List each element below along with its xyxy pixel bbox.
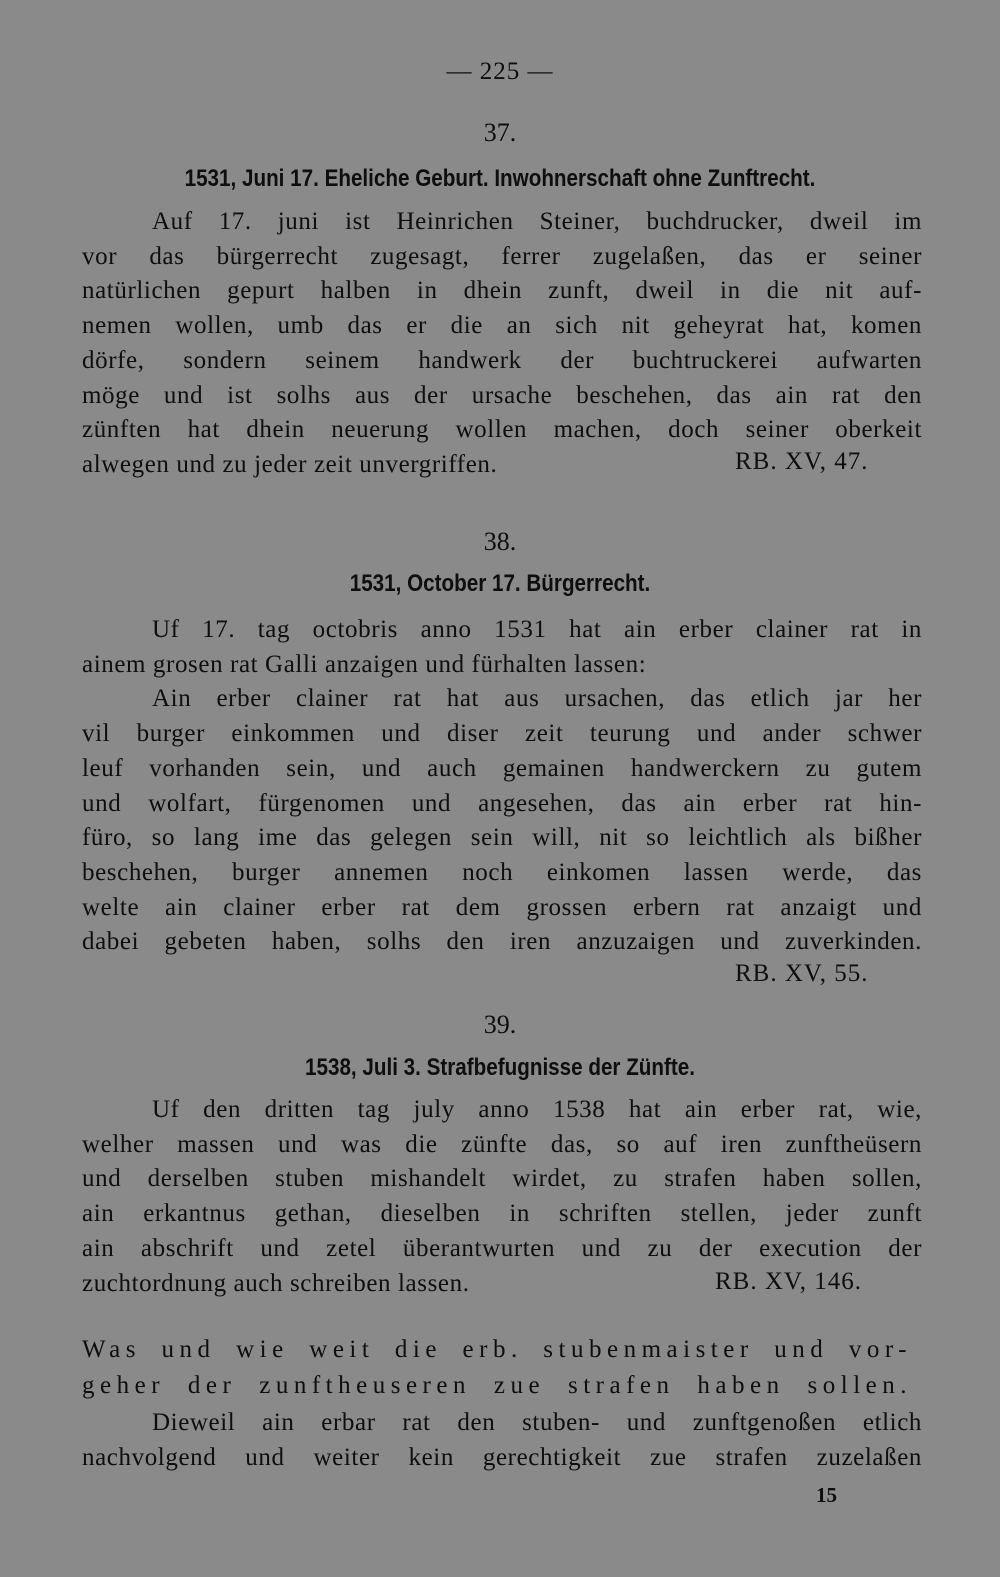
- text-line: welher massen und was die zünfte das, so auf iren zunftheüsern: [82, 1130, 922, 1158]
- entry-text: [82, 205, 922, 483]
- text-line: natürlichen gepurt halben in dhein zunft, dweil in die nit auf-: [82, 277, 922, 305]
- entry-number: 38.: [483, 527, 517, 556]
- text-line: Uf 17. tag octobris anno 1531 hat ain erber clainer rat in: [152, 616, 922, 643]
- text-line: beschehen, burger annemen noch einkomen lassen werde, das: [82, 858, 922, 886]
- archive-reference: RB. XV, 47.: [735, 448, 869, 475]
- section-heading-line: Was und wie weit die erb. stubenmaister und vor-: [82, 1336, 912, 1363]
- archive-reference: RB. XV, 55.: [735, 960, 869, 987]
- text-line: vor das bürgerrecht zugesagt, ferrer zugelaßen, das er seiner: [82, 242, 922, 270]
- text-line: ainem grosen rat Galli anzaigen und fürhalten lassen:: [82, 650, 647, 678]
- text-line: welte ain clainer erber rat dem grossen erbern rat anzaigt und: [82, 893, 922, 921]
- text-line: alwegen und zu jeder zeit unvergriffen.: [82, 450, 498, 478]
- text-line: Uf den dritten tag july anno 1538 hat ain erber rat, wie,: [152, 1096, 922, 1123]
- entry-number: 39.: [483, 1010, 517, 1039]
- archive-reference: RB. XV, 146.: [715, 1268, 862, 1295]
- text-line: Ain erber clainer rat hat aus ursachen, das etlich jar her: [152, 685, 922, 713]
- text-line: Auf 17. juni ist Heinrichen Steiner, buchdrucker, dweil im: [152, 208, 922, 235]
- text-line: zuchtordnung auch schreiben lassen.: [82, 1269, 470, 1297]
- text-line: und derselben stuben mishandelt wirdet, zu strafen haben sollen,: [82, 1165, 922, 1193]
- section-heading: [82, 1332, 912, 1404]
- text-line: ain abschrift und zetel überantwurten und zu der execution der: [82, 1234, 922, 1262]
- text-line: Dieweil ain erbar rat den stuben- und zunftgenoßen etlich: [152, 1409, 922, 1436]
- text-line: ain erkantnus gethan, dieselben in schriften stellen, jeder zunft: [82, 1200, 922, 1228]
- entry-text: [82, 613, 922, 960]
- text-line: vil burger einkommen und diser zeit teurung und ander schwer: [82, 720, 922, 748]
- text-line: dörfe, sondern seinem handwerk der buchtruckerei aufwarten: [82, 346, 922, 374]
- final-paragraph: [82, 1406, 922, 1475]
- text-line: nemen wollen, umb das er die an sich nit geheyrat hat, komen: [82, 312, 922, 340]
- entry-title: 1531, October 17. Bürgerrecht.: [349, 570, 651, 597]
- text-line: leuf vorhanden sein, und auch gemainen handwerckern zu gutem: [82, 754, 922, 782]
- printer-signature: 15: [816, 1483, 837, 1507]
- page-number-header: — 225 —: [446, 58, 554, 85]
- entry-title: 1531, Juni 17. Eheliche Geburt. Inwohnerschaft ohne Zunftrecht.: [184, 165, 816, 192]
- text-line: zünften hat dhein neuerung wollen machen, doch seiner oberkeit: [82, 416, 922, 444]
- text-line: füro, so lang ime das gelegen sein will, nit so leichtlich als bißher: [82, 824, 922, 852]
- entry-number: 37.: [483, 118, 517, 147]
- text-line: nachvolgend und weiter kein gerechtigkeit zue strafen zuzelaßen: [82, 1443, 922, 1471]
- text-line: dabei gebeten haben, solhs den iren anzuzaigen und zuverkinden.: [82, 928, 922, 956]
- text-line: und wolfart, fürgenomen und angesehen, das ain erber rat hin-: [82, 789, 922, 817]
- text-line: möge und ist solhs aus der ursache beschehen, das ain rat den: [82, 381, 922, 409]
- section-heading-line: geher der zunftheuseren zue strafen haben sollen.: [82, 1372, 912, 1399]
- entry-title: 1538, Juli 3. Strafbefugnisse der Zünfte.: [305, 1054, 695, 1081]
